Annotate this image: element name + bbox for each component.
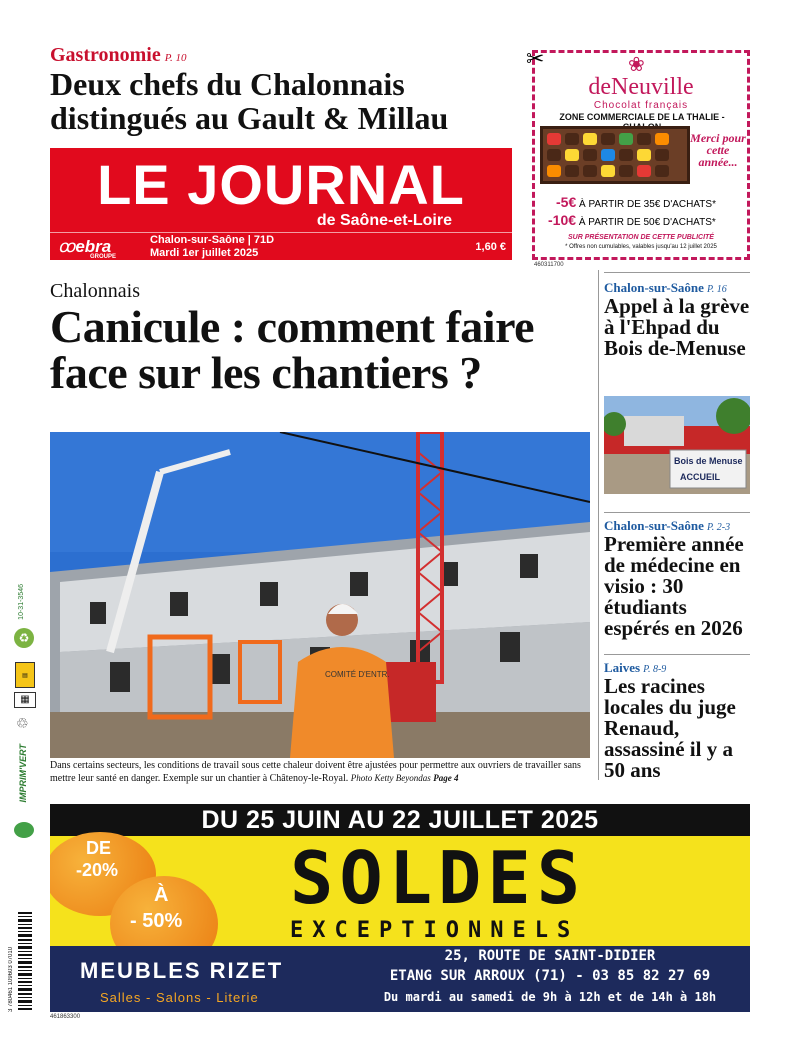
teaser-title-line1: Deux chefs du Chalonnais — [50, 66, 405, 102]
sidebar-title: Première année de médecine en visio : 30 étudiants espérés en 2026 — [604, 532, 744, 640]
chocolate-box-image — [540, 126, 690, 184]
store-hours: Du mardi au samedi de 9h à 12h et de 14h à 18h — [383, 990, 717, 1004]
soldes-ad[interactable] — [50, 804, 750, 1012]
issue-date: Mardi 1er juillet 2025 — [150, 247, 259, 259]
sidebar-rule — [604, 654, 750, 655]
ad-date-range: DU 25 JUIN AU 22 JUILLET 2025 — [50, 804, 750, 836]
sign-text-1: Bois de Menuse — [674, 456, 743, 466]
barcode — [8, 912, 32, 1012]
sidebar-photo[interactable] — [604, 396, 750, 494]
ebra-logo: ꝏebra GROUPE — [58, 237, 117, 260]
worker-shirt-text: COMITÉ D'ENTR. — [325, 670, 390, 679]
teaser-title[interactable] — [50, 67, 448, 135]
sidebar-kicker: Chalon-sur-Saône P. 2-3 — [604, 518, 731, 533]
masthead-title: LE JOURNAL — [97, 153, 465, 216]
left-code: 10-31-3546 — [18, 584, 25, 620]
main-section-label: Chalonnais — [50, 280, 140, 302]
teaser[interactable] — [50, 44, 448, 135]
sidebar-story-2[interactable] — [604, 518, 754, 639]
sidebar-story-3[interactable] — [604, 660, 754, 781]
teaser-title-line2: distingués au Gault & Millau — [50, 100, 449, 136]
photo-credit: Photo Ketty Beyondas — [350, 773, 431, 783]
store-address: 25, ROUTE DE SAINT-DIDIER — [444, 948, 656, 964]
flower-icon: ❀ — [628, 54, 645, 76]
leaf-icon — [14, 822, 34, 838]
masthead-info-bar — [50, 232, 512, 260]
ad-merci: Merci pour cette année... — [690, 131, 746, 169]
triman-icon: ♲ — [16, 717, 29, 732]
sidebar-story-1[interactable] — [604, 280, 754, 359]
sign-text-2: ACCUEIL — [680, 472, 720, 482]
main-headline[interactable] — [50, 301, 600, 398]
sidebar-kicker: Chalon-sur-Saône P. 16 — [604, 280, 727, 295]
store-categories: Salles - Salons - Literie — [100, 990, 259, 1005]
barcode-number: 3 780461 109603 07010 — [8, 946, 14, 1012]
ad-brand: deNeuville — [588, 74, 694, 100]
photo-caption — [50, 760, 595, 785]
discount-max: - 50% — [130, 910, 183, 932]
exceptionnels-label: EXCEPTIONNELS — [290, 918, 580, 943]
teaser-kicker: Gastronomie P. 10 — [50, 44, 187, 66]
masthead — [50, 148, 512, 260]
discount-min: -20% — [76, 860, 119, 880]
recycle-icon: ♻ — [14, 628, 34, 648]
imprim-vert-label: IMPRIM'VERT — [18, 744, 28, 803]
paper-label-icon: ▤ — [15, 662, 35, 688]
sidebar-title: Les racines locales du juge Renaud, assassiné il y a 50 ans — [604, 674, 736, 782]
ad-presentation-note: SUR PRÉSENTATION DE CETTE PUBLICITÉ — [568, 234, 714, 241]
column-divider — [598, 270, 599, 780]
masthead-subtitle: de Saône-et-Loire — [316, 212, 452, 229]
ad-zone: ZONE COMMERCIALE DE LA THALIE - — [559, 112, 725, 122]
bottom-ad-code: 461863300 — [50, 1014, 81, 1020]
caption-text: Dans certains secteurs, les conditions de travail sous cette chaleur doivent être ajustées pour permettre aux ouvriers de travailler sans mettre leur santé en danger. Exemple sur un chantier à Châtenoy-le-Royal. — [50, 760, 581, 784]
ad-offer-2: -10€ À PARTIR DE 50€ D'ACHATS* — [548, 212, 716, 228]
store-name: MEUBLES RIZET — [80, 958, 284, 983]
ad-brand-sub: Chocolat français — [593, 100, 689, 111]
price: 1,60 € — [475, 241, 506, 253]
scissors-icon: ✂ — [526, 46, 545, 71]
sidebar-rule — [604, 512, 750, 513]
newspaper-icon: ▦ — [14, 692, 36, 708]
sidebar-kicker: Laives P. 8-9 — [604, 660, 667, 675]
discount-a: À — [154, 884, 169, 906]
ad-code: 460311700 — [534, 262, 564, 268]
ad-fine-print: * Offres non cumulables, valables jusqu'au 12 juillet 2025 — [565, 244, 717, 250]
edition-label: Chalon-sur-Saône | 71D — [150, 234, 275, 246]
soldes-title: SOLDES — [290, 836, 587, 920]
sidebar-title: Appel à la grève à l'Ehpad du Bois de-Menuse — [604, 294, 750, 360]
main-headline-line1: Canicule : comment faire — [50, 301, 535, 352]
caption-page: Page 4 — [433, 773, 459, 783]
store-city-phone: ETANG SUR ARROUX (71) - 03 85 82 27 69 — [389, 968, 711, 984]
store-banner — [50, 946, 750, 1012]
ad-offer-1: -5€ À PARTIR DE 35€ D'ACHATS* — [556, 194, 716, 210]
sidebar-rule — [604, 272, 750, 273]
teaser-page: P. 10 — [164, 52, 187, 64]
discount-de: DE — [86, 838, 112, 858]
main-photo[interactable] — [50, 432, 590, 758]
main-headline-line2: face sur les chantiers ? — [50, 347, 482, 398]
